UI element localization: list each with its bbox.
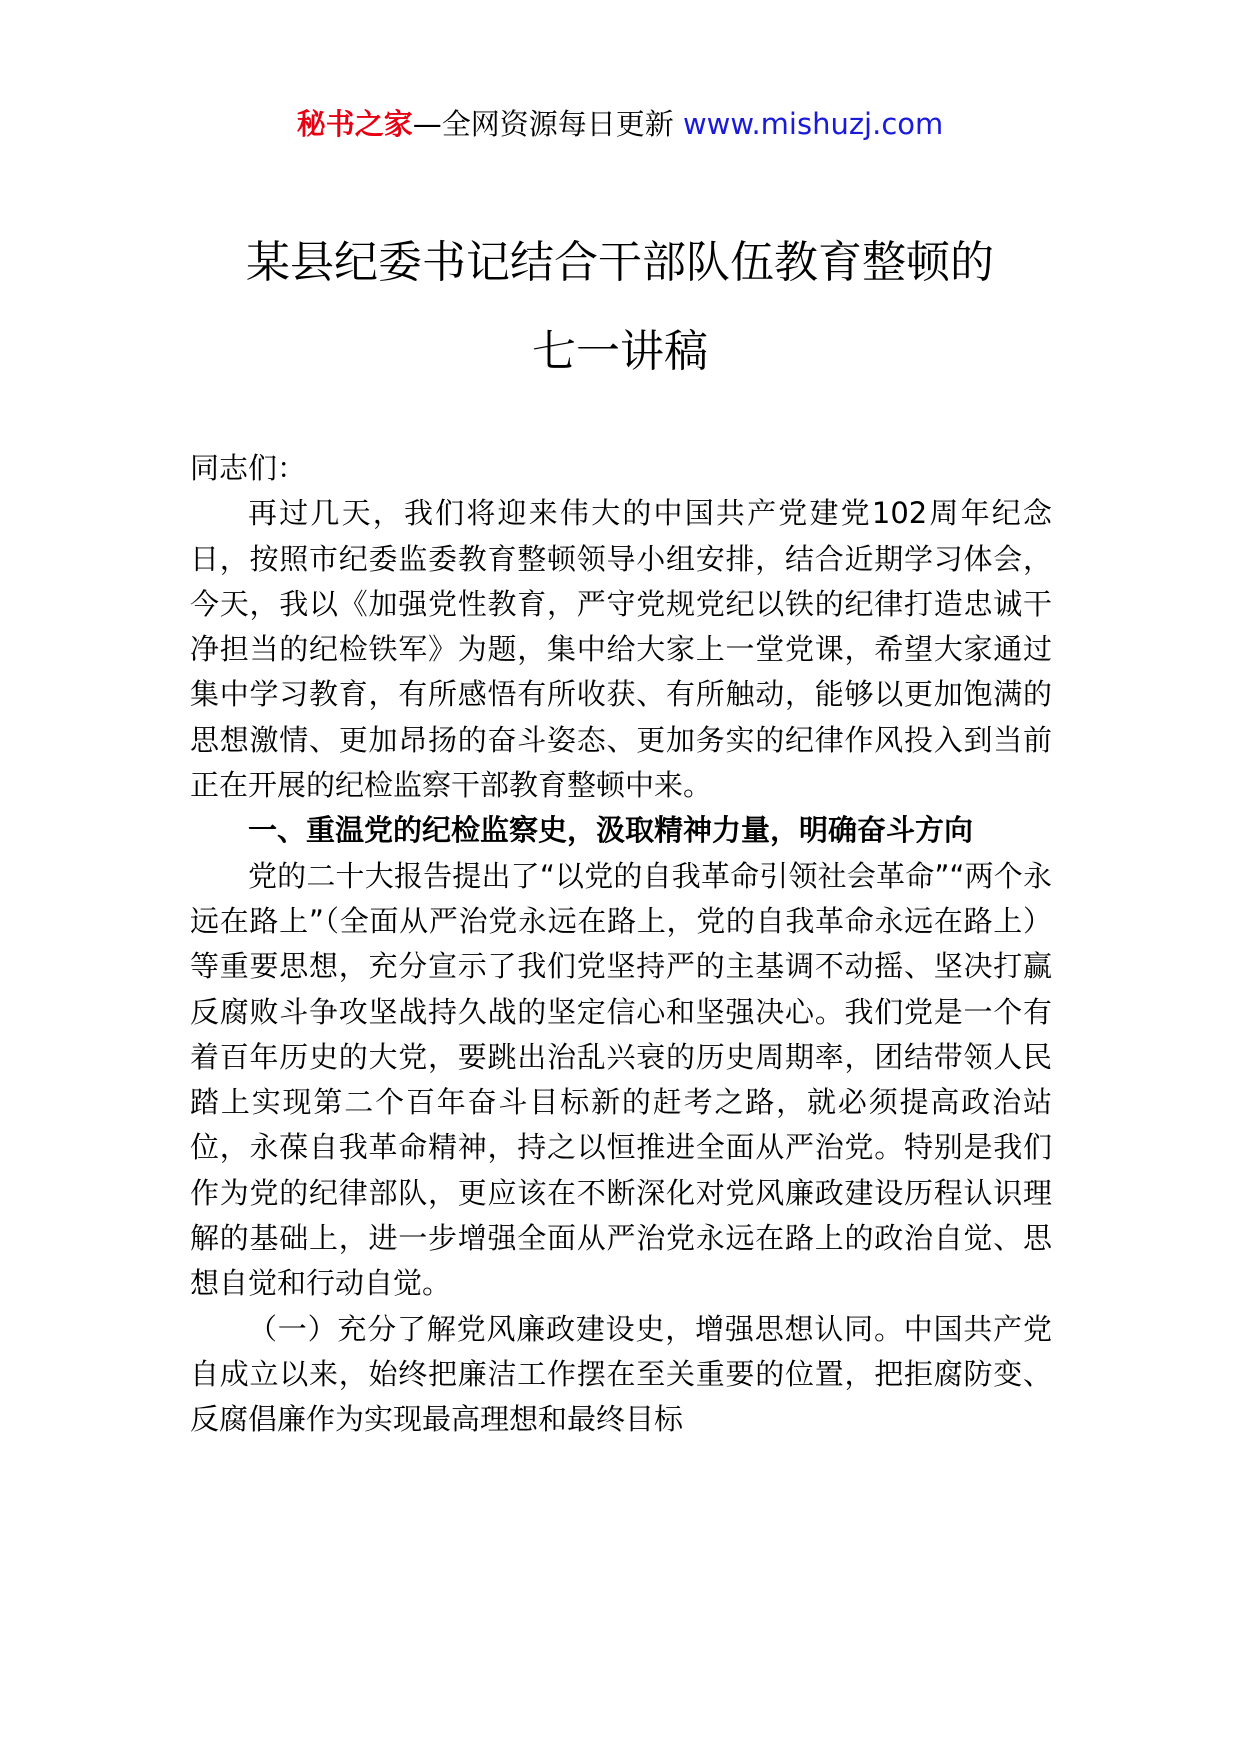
document-body [190,446,1052,1443]
paragraph-2: 党的二十大报告提出了“以党的自我革命引领社会革命”“两个永远在路上”（全面从严治党永远在路上，党的自我革命永远在路上）等重要思想，充分宣示了我们党坚持严的主基调不动摇、坚决打赢反腐败斗争攻坚战持久战的坚定信心和坚强决心。我们党是一个有着百年历史的大党，要跳出治乱兴衰的历史周期率，团结带领人民踏上实现第二个百年奋斗目标新的赶考之路，就必须提高政治站位，永葆自我革命精神，持之以恒推进全面从严治党。特别是我们作为党的纪律部队，更应该在不断深化对党风廉政建设历程认识理解的基础上，进一步增强全面从严治党永远在路上的政治自觉、思想自觉和行动自觉。 [190,858,1052,1301]
document-title-line-2: 七一讲稿 [532,326,708,377]
greeting: 同志们： [190,451,307,485]
header-tagline: —全网资源每日更新 [412,107,674,141]
site-url-link[interactable]: www.mishuzj.com [682,107,944,141]
section-1-heading: 一、重温党的纪检监察史，汲取精神力量，明确奋斗方向 [248,813,974,848]
paragraph-1: 再过几天，我们将迎来伟大的中国共产党建党102周年纪念日，按照市纪委监委教育整顿领导小组安排，结合近期学习体会，今天，我以《加强党性教育，严守党规党纪以铁的纪律打造忠诚干净担当的纪检铁军》为题，集中给大家上一堂党课，希望大家通过集中学习教育，有所感悟有所收获、有所触动，能够以更加饱满的思想激情、更加昂扬的奋斗姿态、更加务实的纪律作风投入到当前正在开展的纪检监察干部教育整顿中来。 [190,496,1052,803]
paragraph-3: （一）充分了解党风廉政建设史，增强思想认同。中国共产党自成立以来，始终把廉洁工作摆在至关重要的位置，把拒腐防变、反腐倡廉作为实现最高理想和最终目标 [190,1311,1052,1437]
brand-name: 秘书之家 [296,107,413,141]
site-header [0,102,1240,146]
document-title-line-1: 某县纪委书记结合干部队伍教育整顿的 [246,237,994,288]
